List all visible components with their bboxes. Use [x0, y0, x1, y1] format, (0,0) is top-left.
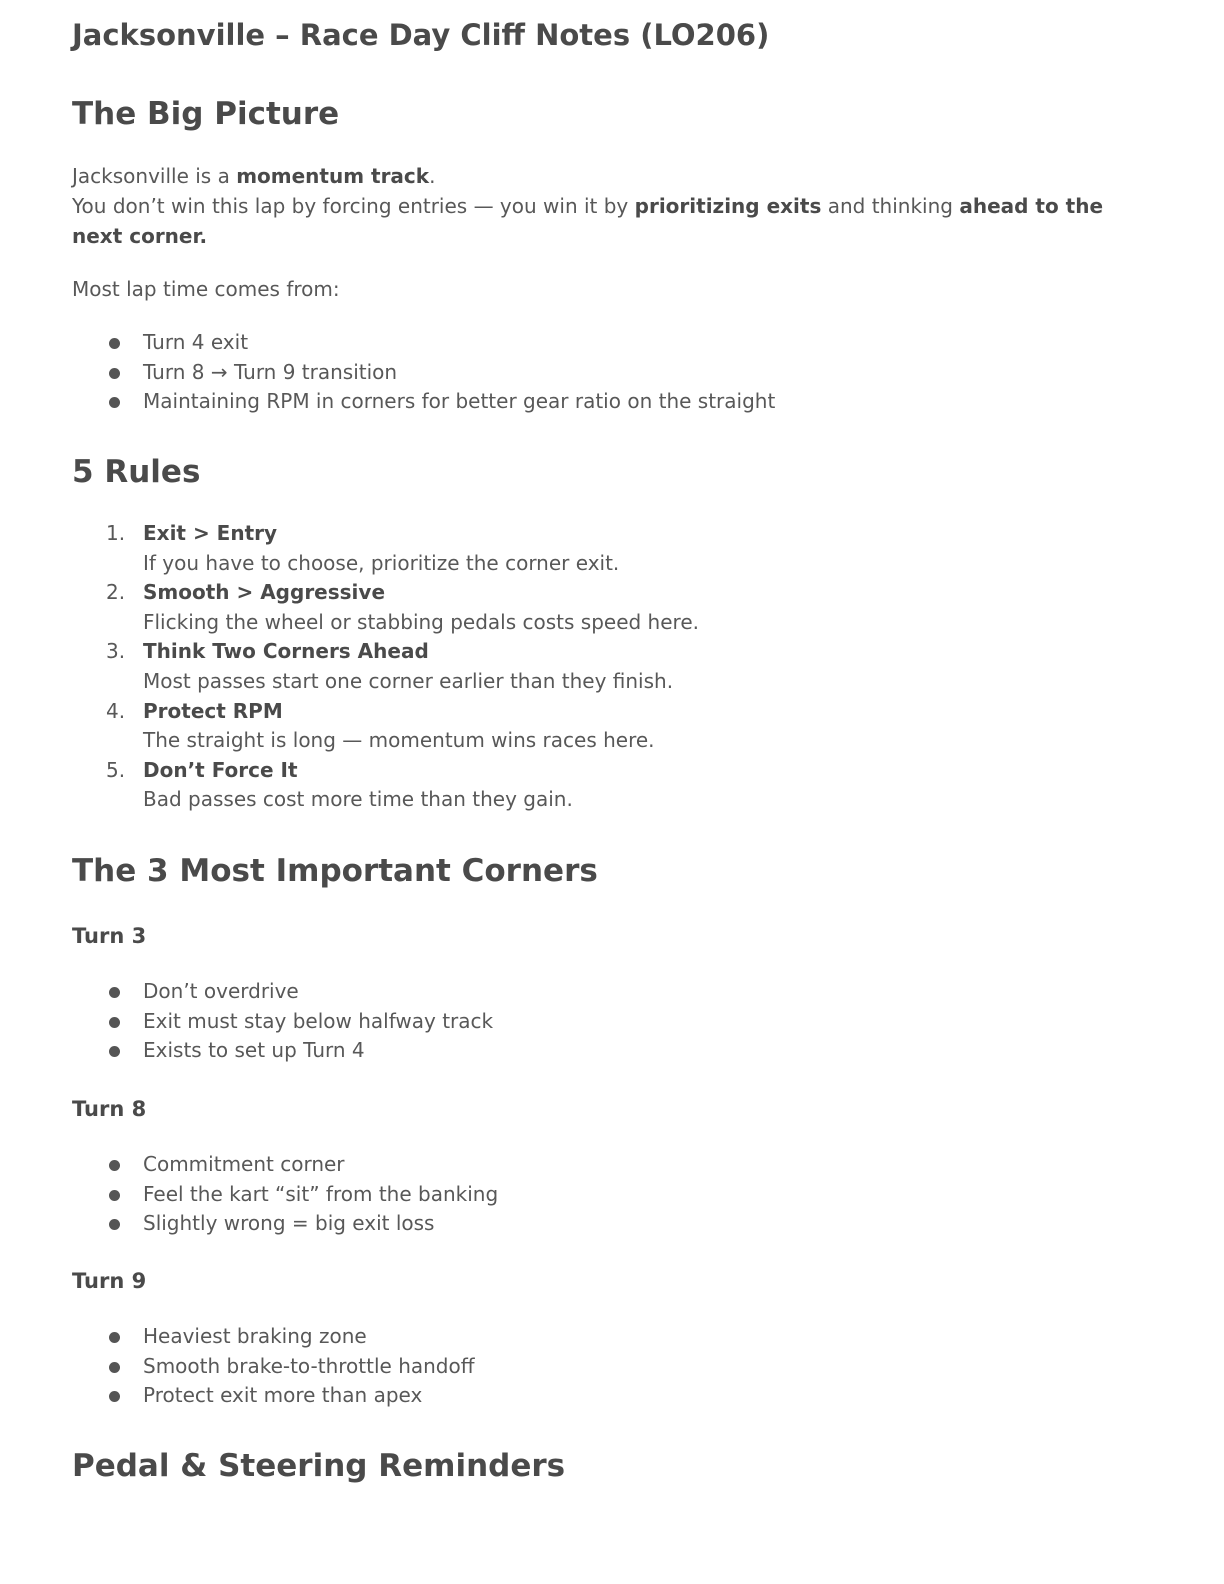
rule-item [72, 697, 699, 756]
subheading-turn-9: Turn 9 [72, 1269, 147, 1293]
list-item [72, 1180, 498, 1210]
list-item-text: Turn 4 exit [143, 330, 249, 354]
bullet-icon [109, 1219, 120, 1230]
list-item [72, 1036, 493, 1066]
section-heading-pedal-steering: Pedal & Steering Reminders [72, 1448, 566, 1484]
subheading-turn-3: Turn 3 [72, 924, 147, 948]
rule-item [72, 578, 699, 637]
bullet-icon [109, 1046, 120, 1057]
rule-number: 5. [106, 757, 126, 782]
intro-text: You don’t win this lap by forcing entries — you win it by [72, 194, 635, 218]
rule-title: Exit > Entry [143, 521, 278, 545]
rule-item [72, 637, 699, 696]
list-item-text: Exit must stay below halfway track [143, 1008, 494, 1033]
list-item-text: Exists to set up Turn 4 [143, 1038, 365, 1062]
list-item [72, 1322, 475, 1352]
list-item-text: Heaviest braking zone [143, 1324, 367, 1348]
list-item-text: Feel the kart “sit” from the banking [143, 1181, 499, 1206]
emphasis-prioritizing-exits: prioritizing exits [634, 194, 822, 218]
list-item [72, 977, 493, 1007]
rule-item [72, 756, 699, 815]
bullet-icon [109, 397, 120, 408]
list-item [72, 387, 775, 417]
list-item [72, 1150, 498, 1180]
emphasis-ahead: ahead to the next corner. [72, 194, 1104, 248]
list-item-text: Maintaining RPM in corners for better gear ratio on the straight [143, 389, 776, 413]
lap-time-list [72, 328, 775, 417]
list-item [72, 358, 775, 388]
section-heading-rules: 5 Rules [72, 454, 201, 490]
list-item-text: Commitment corner [143, 1152, 345, 1176]
bullet-icon [109, 1017, 120, 1028]
subheading-turn-8: Turn 8 [72, 1097, 147, 1121]
list-item-text: Turn 8 → Turn 9 transition [143, 359, 398, 384]
list-item [72, 1352, 475, 1382]
rule-number: 2. [106, 580, 126, 605]
rule-number: 4. [106, 698, 126, 723]
rule-description: Bad passes cost more time than they gain. [143, 787, 573, 812]
bullet-icon [109, 987, 120, 998]
bullet-icon [109, 1332, 120, 1343]
rule-title: Don’t Force It [143, 757, 298, 782]
rule-description: Most passes start one corner earlier than they finish. [143, 668, 674, 693]
intro-text: . [429, 164, 436, 188]
lap-time-lead: Most lap time comes from: [72, 277, 340, 301]
intro-text: Jacksonville is a [72, 164, 237, 188]
intro-text: and thinking [821, 194, 960, 218]
rule-number: 1. [106, 521, 126, 545]
list-item-text: Smooth brake-to-throttle handoff [143, 1353, 475, 1378]
list-item [72, 1007, 493, 1037]
rule-title: Protect RPM [143, 698, 283, 723]
list-item [72, 1209, 498, 1239]
list-item-text: Don’t overdrive [143, 979, 299, 1003]
rule-description: Flicking the wheel or stabbing pedals costs speed here. [143, 609, 699, 634]
rules-list [72, 519, 699, 815]
list-item-text: Slightly wrong = big exit loss [143, 1211, 435, 1235]
rule-title: Think Two Corners Ahead [143, 639, 429, 664]
bullet-icon [109, 338, 120, 349]
bullet-icon [109, 1391, 120, 1402]
document-title: Jacksonville – Race Day Cliff Notes (LO206) [72, 18, 770, 52]
rule-title: Smooth > Aggressive [143, 580, 386, 605]
list-item [72, 328, 775, 358]
list-item-text: Protect exit more than apex [143, 1383, 423, 1407]
intro-paragraph [72, 161, 1152, 251]
turn-3-list [72, 977, 493, 1066]
bullet-icon [109, 368, 120, 379]
bullet-icon [109, 1190, 120, 1201]
bullet-icon [109, 1160, 120, 1171]
rule-description: The straight is long — momentum wins races here. [143, 728, 655, 753]
emphasis-momentum-track: momentum track [236, 164, 430, 188]
turn-8-list [72, 1150, 498, 1239]
rule-item [72, 519, 699, 578]
rule-description: If you have to choose, prioritize the corner exit. [143, 550, 620, 575]
rule-number: 3. [106, 639, 126, 664]
section-heading-corners: The 3 Most Important Corners [72, 853, 598, 889]
turn-9-list [72, 1322, 475, 1411]
bullet-icon [109, 1362, 120, 1373]
list-item [72, 1381, 475, 1411]
section-heading-big-picture: The Big Picture [72, 96, 340, 132]
